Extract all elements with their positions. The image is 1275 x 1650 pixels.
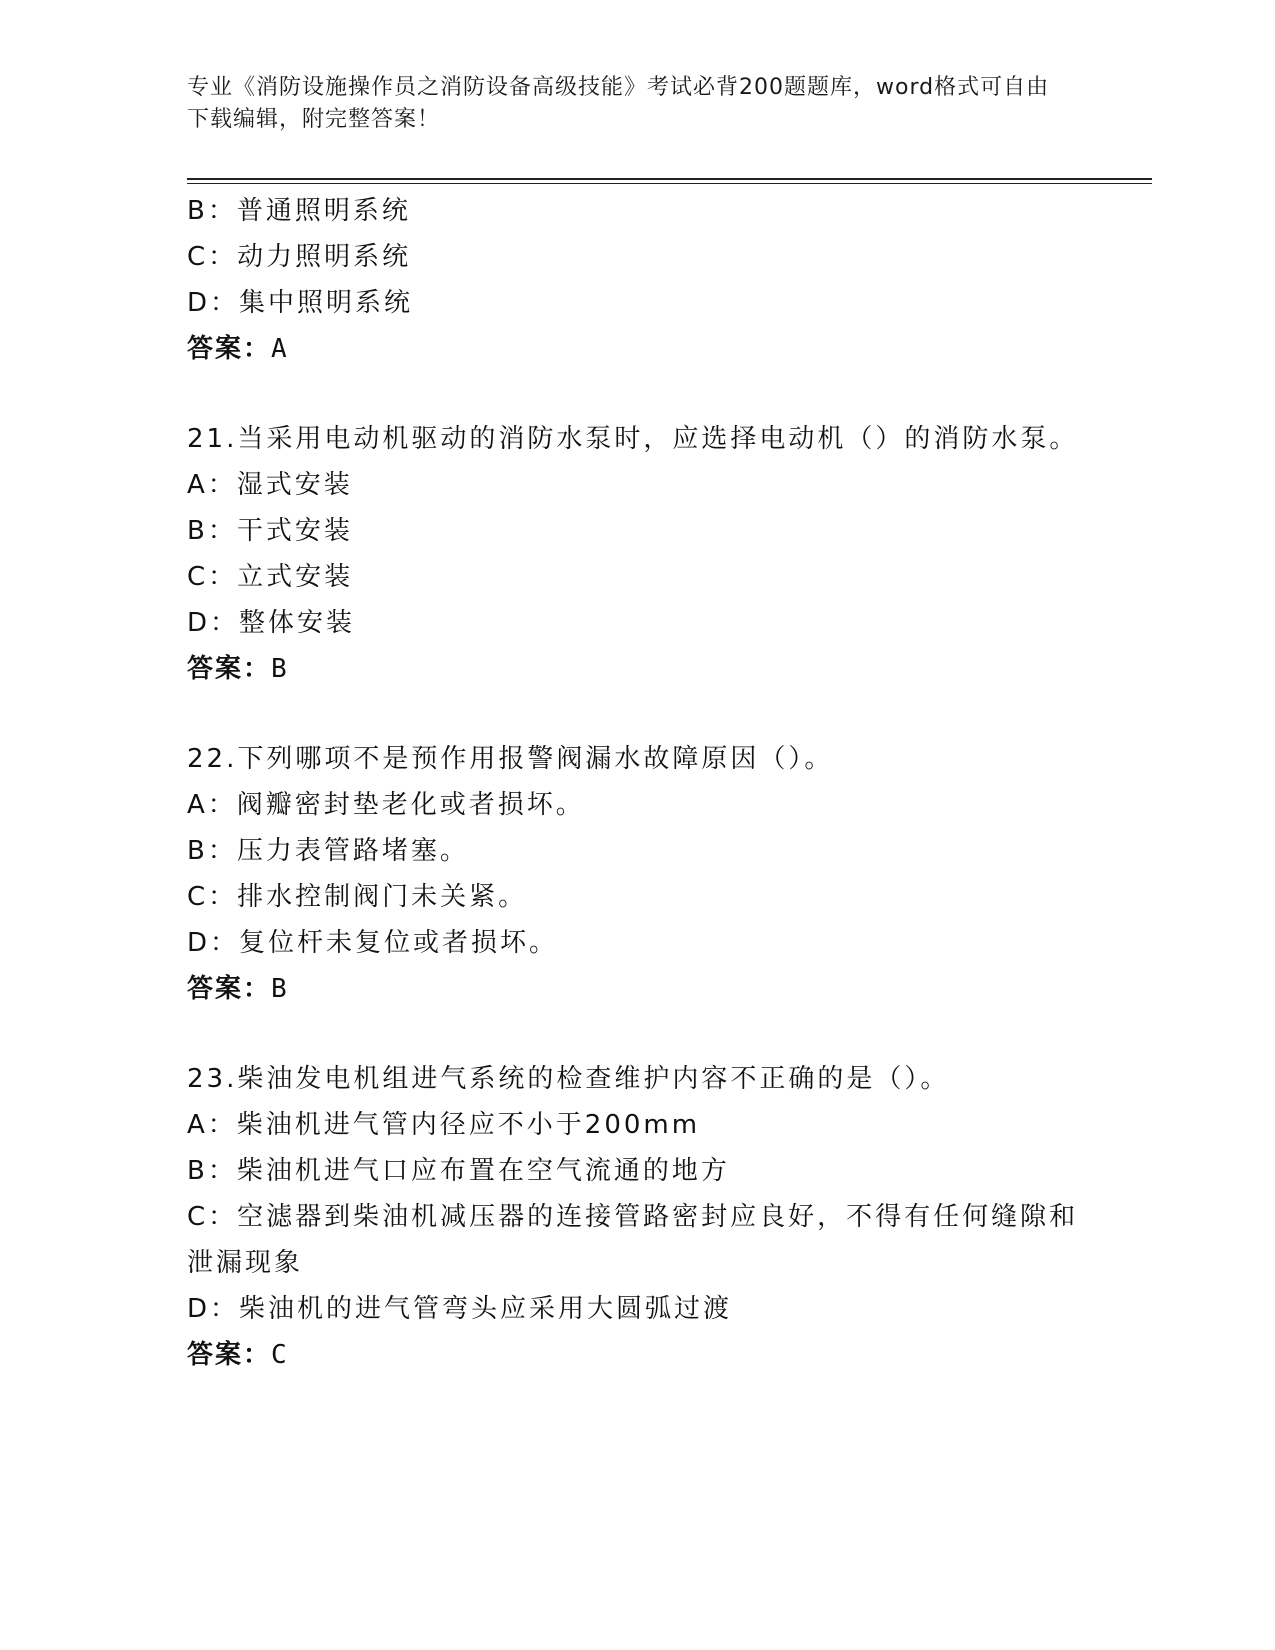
answer-label: 答案： [187, 334, 272, 364]
option-c: C：空滤器到柴油机减压器的连接管路密封应良好，不得有任何缝隙和泄漏现象 [187, 1202, 1079, 1278]
option-a: A：阀瓣密封垫老化或者损坏。 [187, 790, 585, 820]
option-d: D：复位杆未复位或者损坏。 [187, 928, 559, 958]
option-b: B：柴油机进气口应布置在空气流通的地方 [187, 1156, 730, 1186]
answer-value: A [271, 334, 289, 364]
answer-line [187, 966, 1107, 1012]
option-d: D：整体安装 [187, 608, 356, 638]
header-rule-thick [187, 178, 1152, 180]
answer-line [187, 646, 1107, 692]
answer-value: B [271, 974, 289, 1004]
spacer [187, 1012, 1107, 1056]
question-block-23 [187, 1056, 1107, 1378]
option-d: D：集中照明系统 [187, 288, 414, 318]
answer-value: C [271, 1340, 289, 1370]
option-b: B：普通照明系统 [187, 196, 411, 226]
option-a: A：湿式安装 [187, 470, 353, 500]
option-c: C：动力照明系统 [187, 242, 412, 272]
spacer [187, 372, 1107, 416]
answer-line [187, 1332, 1107, 1378]
question-text: 21.当采用电动机驱动的消防水泵时，应选择电动机（）的消防水泵。 [187, 424, 1079, 454]
option-c: C：立式安装 [187, 562, 354, 592]
answer-value: B [271, 654, 289, 684]
question-block-21 [187, 416, 1107, 692]
question-text: 22.下列哪项不是预作用报警阀漏水故障原因（）。 [187, 744, 834, 774]
answer-label: 答案： [187, 974, 272, 1004]
answer-label: 答案： [187, 654, 272, 684]
question-block-continued [187, 188, 1107, 372]
question-text: 23.柴油发电机组进气系统的检查维护内容不正确的是（）。 [187, 1064, 950, 1094]
option-d: D：柴油机的进气管弯头应采用大圆弧过渡 [187, 1294, 733, 1324]
page-header: 专业《消防设施操作员之消防设备高级技能》考试必背200题题库，word格式可自由下载编辑，附完整答案！ [187, 75, 1050, 132]
spacer [187, 692, 1107, 736]
answer-label: 答案： [187, 1340, 272, 1370]
answer-line [187, 326, 1107, 372]
option-c: C：排水控制阀门未关紧。 [187, 882, 528, 912]
option-b: B：压力表管路堵塞。 [187, 836, 469, 866]
question-list [187, 188, 1107, 1378]
question-block-22 [187, 736, 1107, 1012]
option-b: B：干式安装 [187, 516, 353, 546]
option-a: A：柴油机进气管内径应不小于200mm [187, 1110, 701, 1140]
header-rule-thin [187, 183, 1152, 184]
